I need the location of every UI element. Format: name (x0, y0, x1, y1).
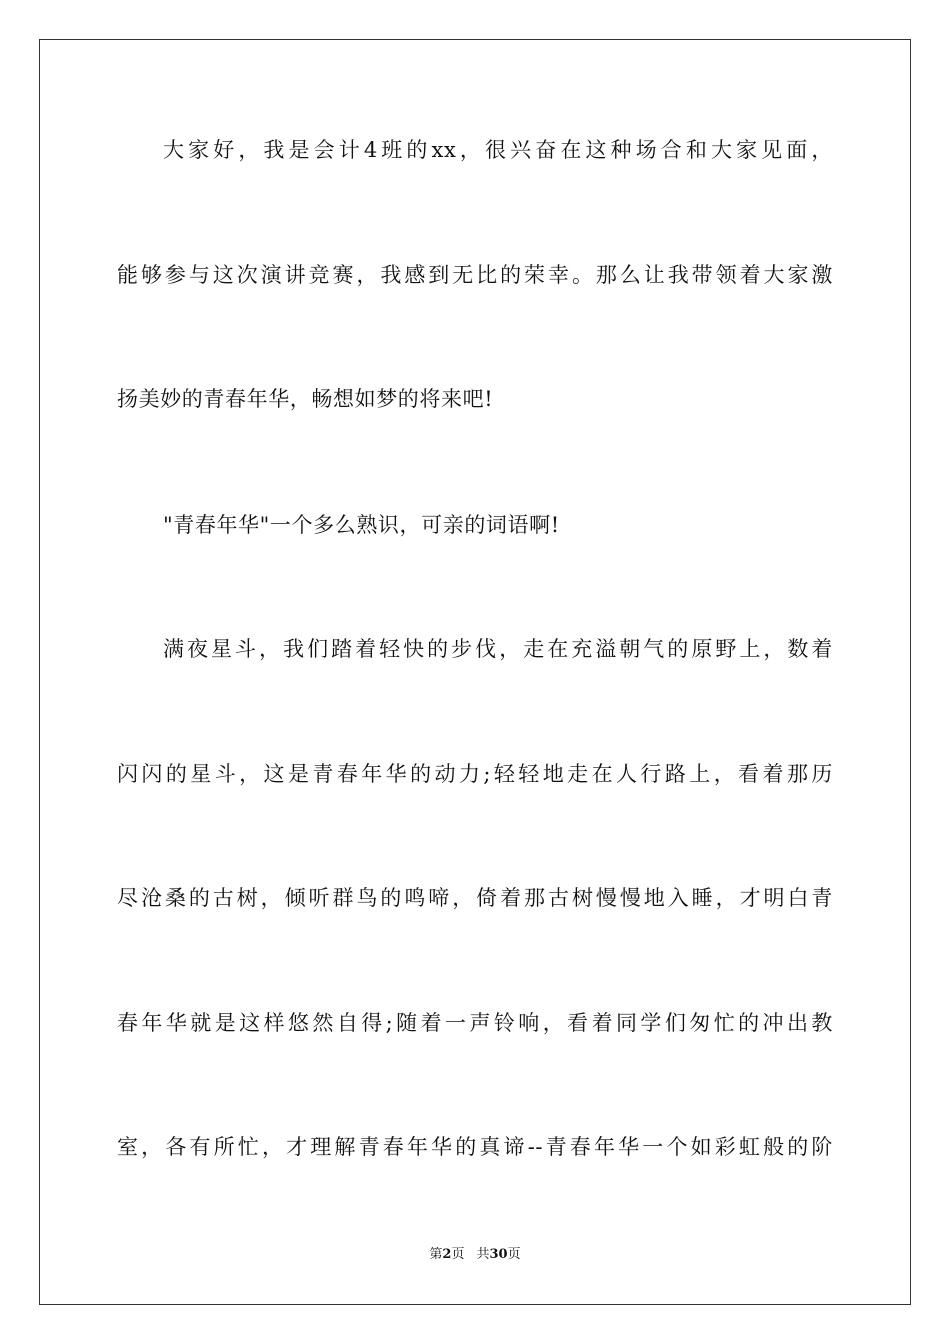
paragraph-line: 尽沧桑的古树，倾听群鸟的鸣啼，倚着那古树慢慢地入睡，才明白青 (117, 886, 833, 910)
paragraph-line: 闪闪的星斗，这是青春年华的动力;轻轻地走在人行路上，看着那历 (117, 762, 833, 786)
page-border (39, 39, 911, 1305)
paragraph-line: "青春年华"一个多么熟识，可亲的词语啊! (163, 513, 560, 537)
footer-page-prefix: 第 (429, 1247, 443, 1262)
page-footer (0, 1246, 950, 1264)
footer-total-pages: 30 (489, 1247, 508, 1262)
paragraph-line: 室，各有所忙，才理解青春年华的真谛--青春年华一个如彩虹般的阶 (117, 1135, 833, 1159)
paragraph-line: 满夜星斗，我们踏着轻快的步伐，走在充溢朝气的原野上，数着 (163, 637, 833, 661)
paragraph-line: 能够参与这次演讲竞赛，我感到无比的荣幸。那么让我带领着大家激 (117, 263, 833, 287)
paragraph-line: 春年华就是这样悠然自得;随着一声铃响，看着同学们匆忙的冲出教 (117, 1011, 833, 1035)
footer-page-suffix: 页 (451, 1247, 465, 1262)
footer-total-suffix: 页 (507, 1247, 521, 1262)
footer-page-number: 2 (442, 1247, 452, 1262)
paragraph-line: 扬美妙的青春年华，畅想如梦的将来吧! (117, 387, 494, 411)
paragraph-line: 大家好，我是会计4班的xx，很兴奋在这种场合和大家见面， (163, 138, 833, 162)
footer-total-prefix: 共 (476, 1247, 490, 1262)
